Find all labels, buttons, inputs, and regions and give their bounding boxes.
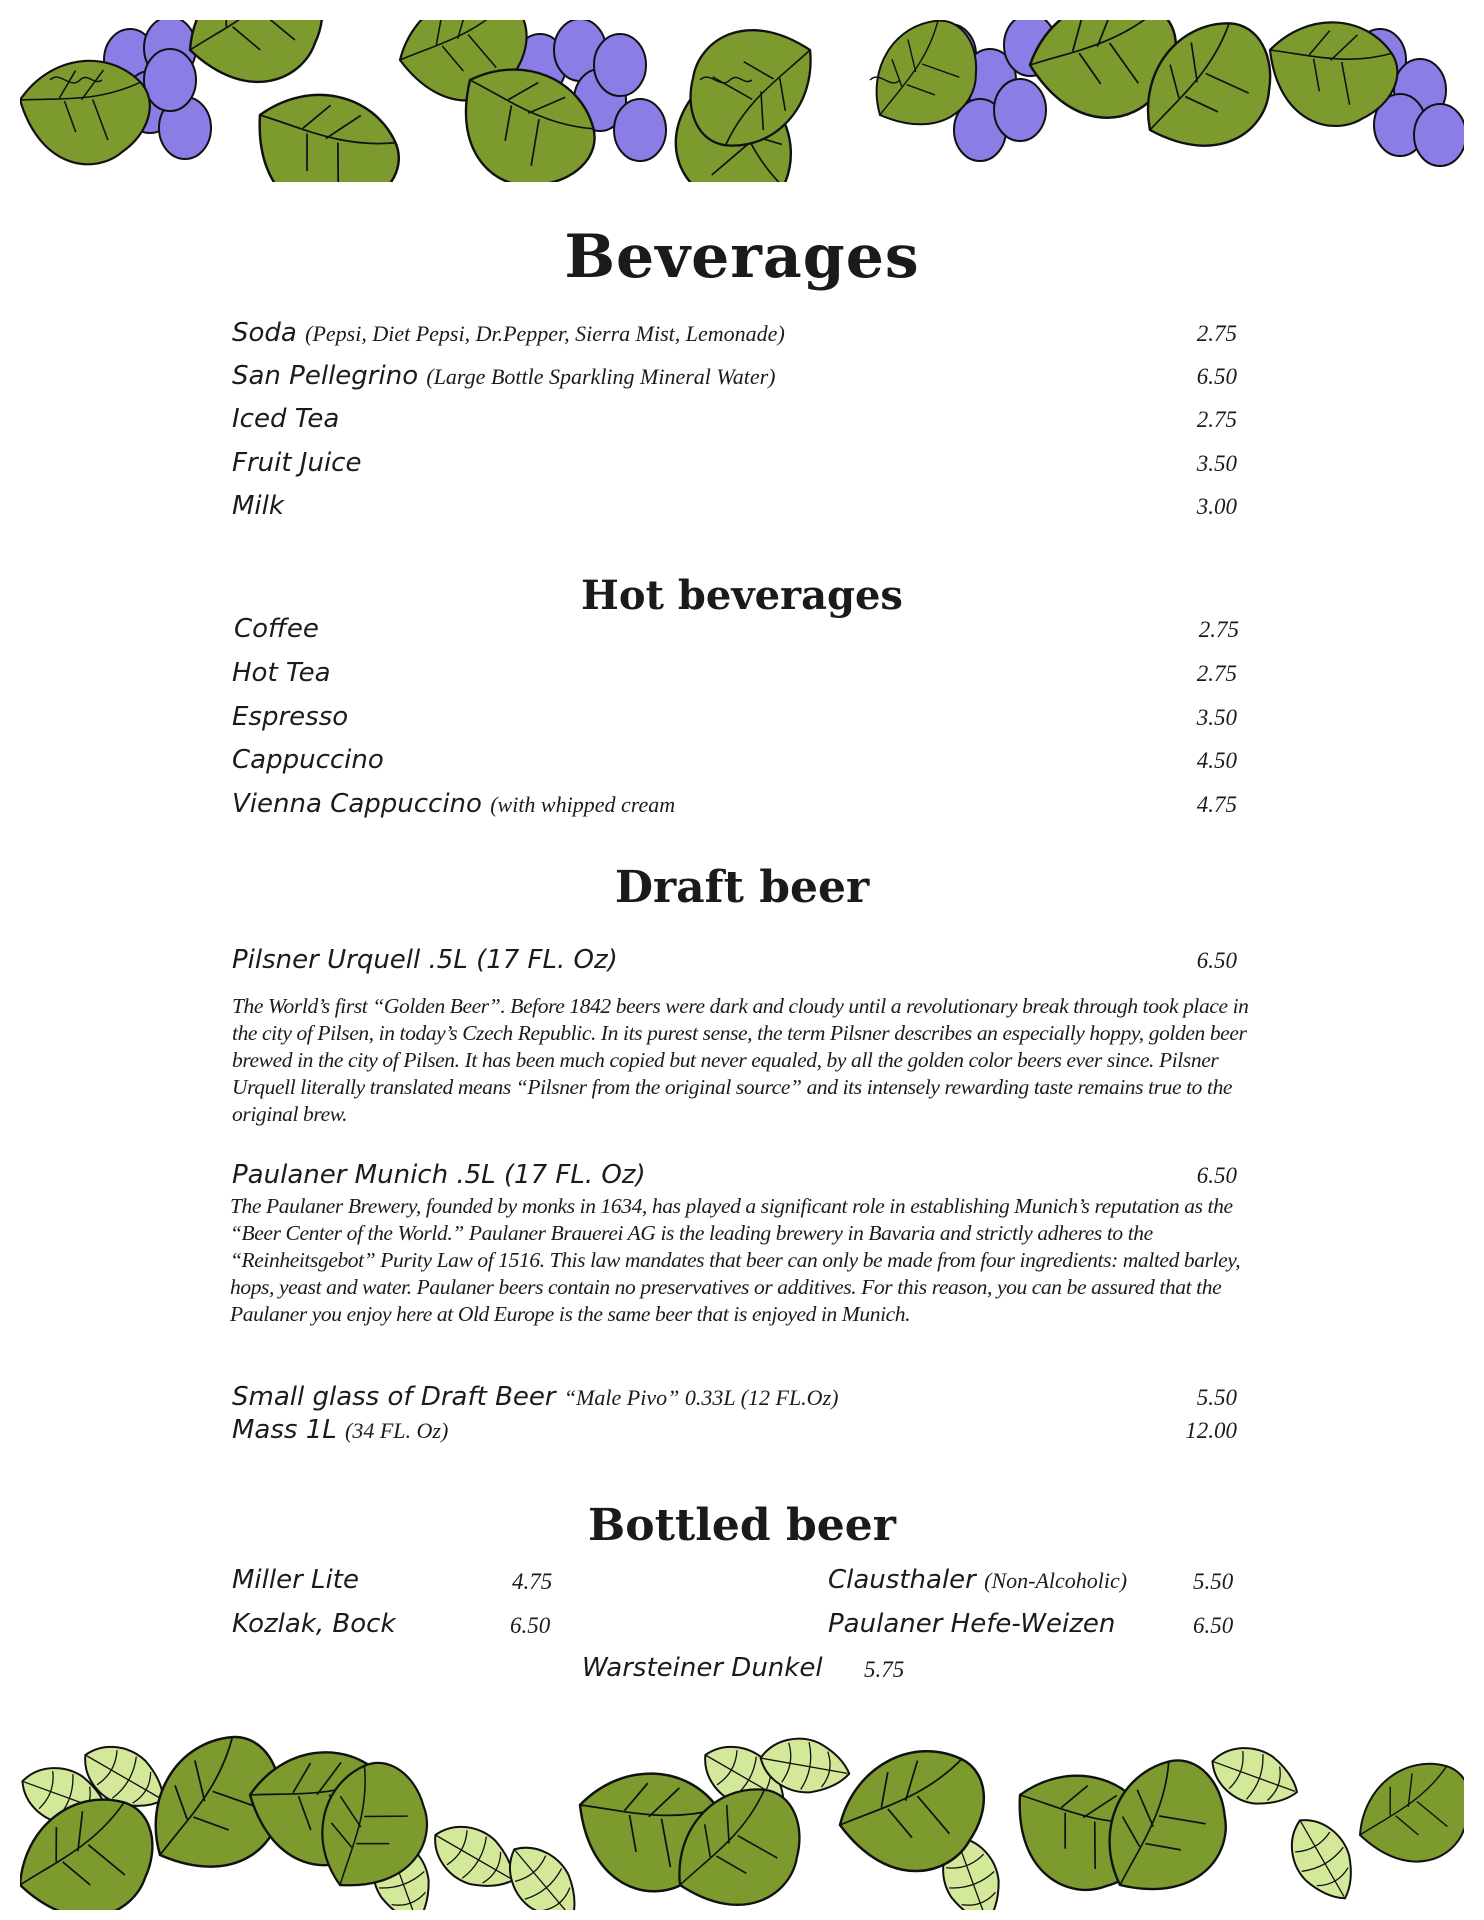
item-price: 6.50	[1196, 364, 1237, 389]
item-name: Cappuccino	[232, 745, 384, 775]
menu-item	[232, 745, 1237, 781]
item-price: 4.75	[1196, 792, 1237, 817]
item-note: “Male Pivo” 0.33L (12 FL.Oz)	[563, 1385, 839, 1410]
hop-vine-border	[20, 1735, 1464, 1910]
item-price: 2.75	[1196, 321, 1237, 346]
menu-item	[234, 614, 1239, 650]
item-price: 3.50	[1196, 451, 1237, 476]
menu-item	[232, 404, 1237, 440]
section-title-draft: Draft beer	[614, 862, 870, 913]
item-price: 4.75	[512, 1569, 553, 1594]
item-name: Clausthaler	[828, 1565, 976, 1595]
item-price: 6.50	[1196, 948, 1237, 973]
item-name: San Pellegrino	[232, 361, 419, 391]
item-price: 12.00	[1185, 1418, 1237, 1443]
page-title: Beverages	[564, 222, 920, 292]
section-title-bottled: Bottled beer	[588, 1500, 896, 1551]
item-name: Paulaner Hefe-Weizen	[828, 1609, 1116, 1639]
menu-item	[232, 1382, 1237, 1418]
item-note: (Large Bottle Sparkling Mineral Water)	[426, 364, 776, 389]
item-price: 5.50	[1193, 1569, 1234, 1594]
menu-item	[232, 789, 1237, 825]
item-price: 2.75	[1198, 617, 1239, 642]
item-note: (34 FL. Oz)	[345, 1418, 449, 1443]
item-name: Vienna Cappuccino	[232, 789, 482, 819]
item-name: Paulaner Munich .5L (17 FL. Oz)	[232, 1160, 646, 1190]
item-price: 2.75	[1196, 407, 1237, 432]
item-name: Milk	[232, 491, 284, 521]
item-price: 5.75	[864, 1657, 905, 1682]
item-name: Kozlak, Bock	[232, 1609, 396, 1639]
item-price: 6.50	[1196, 1163, 1237, 1188]
item-name: Small glass of Draft Beer	[232, 1382, 556, 1412]
item-description: The World’s first “Golden Beer”. Before 1842 beers were dark and cloudy until a revolutionary break through took place in the city of Pilsen, in today’s Czech Republic. In its purest sense, the term Pilsner describes an especially hoppy, golden beer brewed in the city of Pilsen. It has been much copied but never equaled, by all the golden color beers ever since. Pilsner Urquell literally translated means “Pilsner from the original source” and its intensely rewarding taste remains true to the original brew.	[232, 994, 1249, 1126]
item-price: 4.50	[1196, 748, 1237, 773]
item-price: 3.50	[1196, 705, 1237, 730]
menu-item	[828, 1565, 1127, 1595]
grape-vine-border	[20, 20, 1464, 182]
menu-item	[232, 361, 1237, 397]
menu-item	[232, 1415, 1237, 1451]
item-name: Espresso	[232, 702, 349, 732]
item-name: Pilsner Urquell .5L (17 FL. Oz)	[232, 945, 618, 975]
menu-item	[232, 491, 1237, 527]
item-price: 5.50	[1196, 1385, 1237, 1410]
item-name: Miller Lite	[232, 1565, 359, 1595]
item-price: 6.50	[1193, 1613, 1234, 1638]
item-name: Soda	[232, 318, 297, 348]
item-name: Fruit Juice	[232, 448, 362, 478]
menu-item	[232, 1160, 1237, 1196]
item-note: (Pepsi, Diet Pepsi, Dr.Pepper, Sierra Mist, Lemonade)	[305, 321, 785, 346]
item-price: 2.75	[1196, 661, 1237, 686]
menu-item	[232, 318, 1237, 354]
item-note: (with whipped cream	[490, 792, 676, 817]
item-name: Coffee	[234, 614, 319, 644]
item-description: The Paulaner Brewery, founded by monks in 1634, has played a significant role in establishing Munich’s reputation as the “Beer Center of the World.” Paulaner Brauerei AG is the leading brewery in Bavaria and strictly adheres to the “Reinheitsgebot” Purity Law of 1516. This law mandates that beer can only be made from four ingredients: malted barley, hops, yeast and water. Paulaner beers contain no preservatives or additives. For this reason, you can be assured that the Paulaner you enjoy here at Old Europe is the same beer that is enjoyed in Munich.	[230, 1194, 1241, 1326]
item-price: 3.00	[1196, 494, 1237, 519]
item-name: Mass 1L	[232, 1415, 337, 1445]
menu-item	[232, 448, 1237, 484]
section-title-hot: Hot beverages	[581, 572, 903, 619]
item-price: 6.50	[510, 1613, 551, 1638]
item-note: (Non-Alcoholic)	[984, 1568, 1128, 1593]
menu-item	[232, 702, 1237, 738]
item-name: Warsteiner Dunkel	[582, 1653, 823, 1683]
item-name: Iced Tea	[232, 404, 340, 434]
menu-item	[232, 658, 1237, 694]
menu-item	[232, 945, 1237, 981]
item-name: Hot Tea	[232, 658, 331, 688]
